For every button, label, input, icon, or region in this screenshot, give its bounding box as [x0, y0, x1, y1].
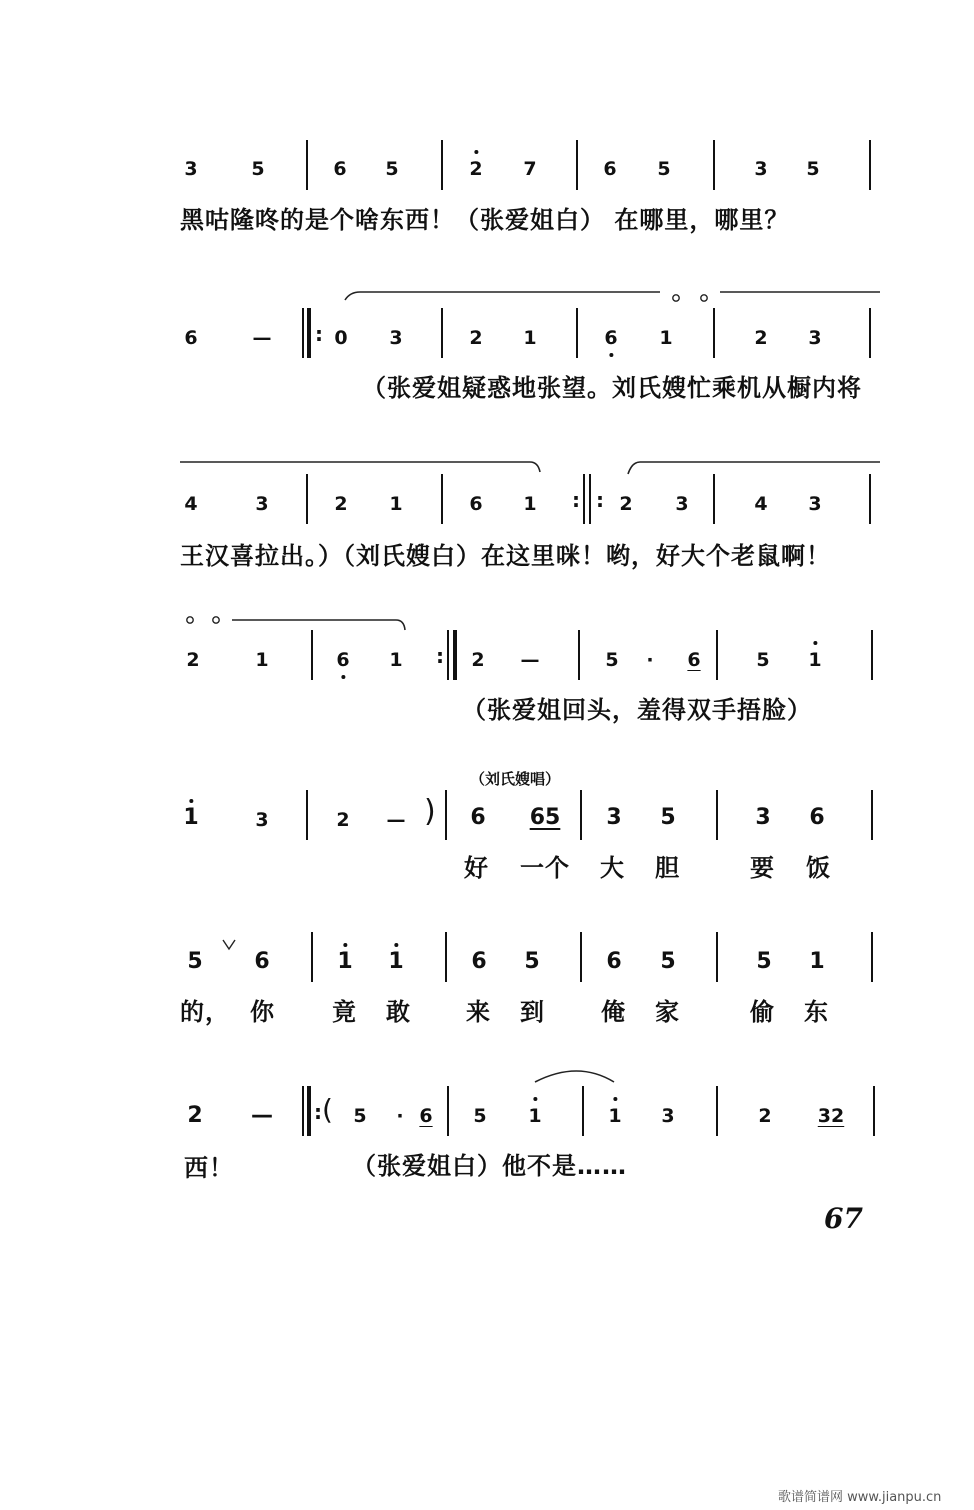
note: 65	[529, 805, 561, 830]
barline	[873, 1086, 875, 1136]
note: 3	[675, 493, 689, 515]
lyric-word: 胆	[655, 854, 680, 882]
lyric-word: 大	[600, 854, 625, 882]
barline	[441, 308, 443, 358]
note: 4	[754, 493, 768, 515]
note: 3	[606, 805, 622, 830]
note: 2	[336, 809, 350, 831]
note: 1	[389, 493, 403, 515]
repeat-dots: :	[314, 1100, 322, 1124]
note: 2	[334, 493, 348, 515]
lyric-word: 西！	[184, 1154, 234, 1182]
note: 5	[660, 805, 676, 830]
note: 1	[809, 949, 825, 974]
barline	[583, 474, 585, 524]
note: 5	[187, 949, 203, 974]
note: 5	[657, 158, 671, 180]
lyric-word: 偷	[750, 998, 775, 1026]
lyric-word: 俺	[601, 998, 626, 1026]
dot: ·	[646, 649, 654, 671]
lyric-word: 好	[464, 854, 489, 882]
note: 32	[817, 1105, 845, 1127]
barline	[589, 474, 591, 524]
note: 2	[754, 327, 768, 349]
note: 3	[184, 158, 198, 180]
lyric-word: 的，	[180, 998, 230, 1026]
repeat-barline	[453, 630, 457, 680]
note: 5	[353, 1105, 367, 1127]
barline	[302, 308, 304, 358]
barline	[716, 1086, 718, 1136]
note: 1	[389, 649, 403, 671]
barline	[869, 140, 871, 190]
note: 1	[659, 327, 673, 349]
lyric-word: 到	[520, 998, 545, 1026]
barline	[302, 1086, 304, 1136]
barline	[871, 630, 873, 680]
note: 6	[606, 949, 622, 974]
note: 5	[473, 1105, 487, 1127]
note: 2	[758, 1105, 772, 1127]
note: 1	[255, 649, 269, 671]
note: 5	[806, 158, 820, 180]
note: 2	[186, 649, 200, 671]
lyric-word: 饭	[806, 854, 831, 882]
lyric-line: 黑咕隆咚的是个啥东西！（张爱姐白） 在哪里，哪里？	[180, 206, 790, 234]
barline	[447, 1086, 449, 1136]
bracket-close: )	[424, 794, 436, 829]
repeat-barline	[307, 1086, 311, 1136]
page-number: 67	[824, 1202, 863, 1235]
note: 2	[469, 158, 483, 180]
barline	[447, 630, 449, 680]
note: 1	[337, 949, 353, 974]
note: 3	[255, 493, 269, 515]
repeat-dots: :	[572, 488, 580, 512]
note: 1	[523, 493, 537, 515]
note: 3	[755, 805, 771, 830]
barline	[445, 790, 447, 840]
barline	[576, 140, 578, 190]
repeat-barline	[307, 308, 311, 358]
lyric-line: （张爱姐回头，羞得双手捂脸）	[462, 696, 812, 724]
repeat-dots: :	[596, 488, 604, 512]
note: 3	[808, 327, 822, 349]
note: 2	[469, 327, 483, 349]
watermark: 歌谱简谱网 www.jianpu.cn	[778, 1490, 942, 1505]
note: 6	[469, 493, 483, 515]
barline	[871, 932, 873, 982]
barline	[869, 474, 871, 524]
singer-label: （刘氏嫂唱）	[470, 770, 561, 788]
barline	[578, 630, 580, 680]
lyric-word: 东	[804, 998, 829, 1026]
note: 1	[528, 1105, 542, 1127]
note: 6	[254, 949, 270, 974]
note: 6	[184, 327, 198, 349]
note: 3	[808, 493, 822, 515]
repeat-dots: :	[315, 322, 323, 346]
note: 3	[661, 1105, 675, 1127]
note: 6	[419, 1105, 433, 1127]
note: 4	[184, 493, 198, 515]
lyric-word: 来	[466, 998, 491, 1026]
note: 3	[754, 158, 768, 180]
barline	[580, 790, 582, 840]
dash: —	[386, 809, 406, 831]
note: 1	[388, 949, 404, 974]
note: 0	[334, 327, 348, 349]
lyric-word: 敢	[386, 998, 411, 1026]
note: 1	[608, 1105, 622, 1127]
barline	[311, 630, 313, 680]
dash: —	[252, 327, 272, 349]
barline	[713, 140, 715, 190]
repeat-dots: :	[436, 644, 444, 668]
note: 6	[470, 805, 486, 830]
note: 1	[183, 805, 199, 830]
barline	[306, 474, 308, 524]
note: 5	[605, 649, 619, 671]
barline	[306, 140, 308, 190]
lyric-word: 竟	[332, 998, 357, 1026]
note: 5	[251, 158, 265, 180]
barline	[716, 630, 718, 680]
note: 6	[333, 158, 347, 180]
note: 6	[687, 649, 701, 671]
lyric-line: 王汉喜拉出。）（刘氏嫂白）在这里咪！哟，好大个老鼠啊！	[180, 542, 831, 570]
barline	[713, 308, 715, 358]
bracket-open: (	[322, 1093, 333, 1126]
barline	[716, 790, 718, 840]
note: 2	[619, 493, 633, 515]
note: 6	[603, 158, 617, 180]
dot: ·	[396, 1105, 404, 1127]
note: 6	[471, 949, 487, 974]
barline	[582, 1086, 584, 1136]
barline	[576, 308, 578, 358]
barline	[441, 140, 443, 190]
lyric-line: （张爱姐疑惑地张望。刘氏嫂忙乘机从橱内将	[362, 374, 862, 402]
note: 5	[385, 158, 399, 180]
lyric-word: 一个	[520, 854, 570, 882]
note: 6	[604, 327, 618, 349]
note: 5	[756, 949, 772, 974]
barline	[716, 932, 718, 982]
note: 5	[660, 949, 676, 974]
dash: —	[520, 649, 540, 671]
barline	[871, 790, 873, 840]
note: 7	[523, 158, 537, 180]
note: 1	[523, 327, 537, 349]
note: 2	[187, 1103, 203, 1128]
barline	[445, 932, 447, 982]
note: 6	[809, 805, 825, 830]
lyric-word: 家	[655, 998, 680, 1026]
barline	[441, 474, 443, 524]
note: 6	[336, 649, 350, 671]
barline	[311, 932, 313, 982]
note: 1	[808, 649, 822, 671]
lyric-word: 要	[750, 854, 775, 882]
note: 3	[255, 809, 269, 831]
barline	[306, 790, 308, 840]
lyric-line: （张爱姐白）他不是……	[352, 1152, 627, 1180]
lyric-word: 你	[250, 998, 275, 1026]
note: 2	[471, 649, 485, 671]
note: 5	[756, 649, 770, 671]
barline	[869, 308, 871, 358]
note: 5	[524, 949, 540, 974]
barline	[580, 932, 582, 982]
note: 3	[389, 327, 403, 349]
dash: —	[251, 1103, 273, 1128]
barline	[713, 474, 715, 524]
